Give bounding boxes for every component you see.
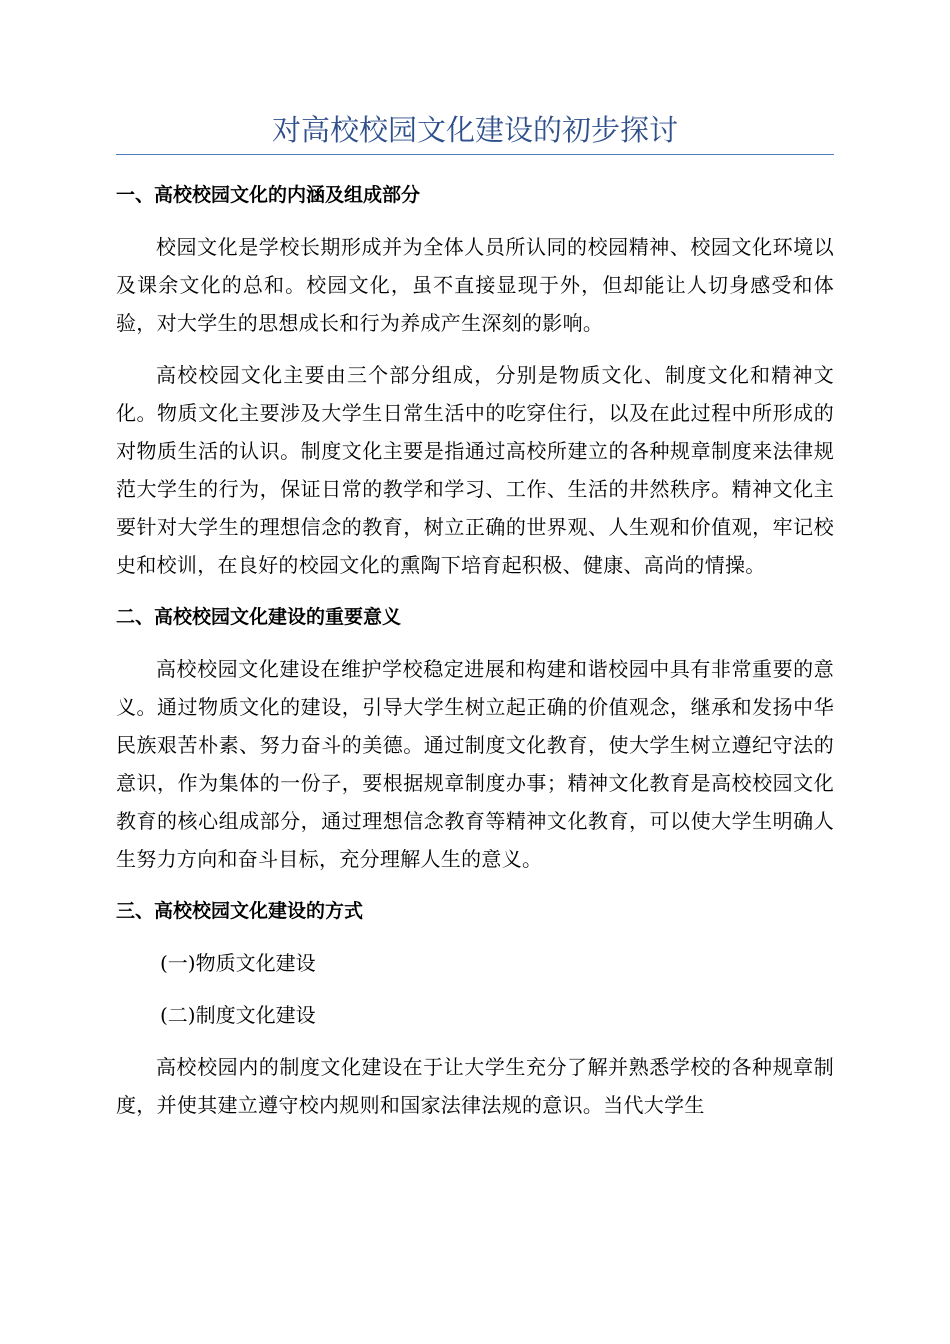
section-3-subheading-2: (二)制度文化建设 xyxy=(160,1003,316,1027)
section-3-heading: 三、高校校园文化建设的方式 xyxy=(116,900,364,922)
section-1-heading: 一、高校校园文化的内涵及组成部分 xyxy=(116,184,421,206)
section-3-paragraph-1: 高校校园内的制度文化建设在于让大学生充分了解并熟悉学校的各种规章制度，并使其建立遵守校内规则和国家法律法规的意识。当代大学生 xyxy=(116,1055,834,1117)
section-3-subheading-1: (一)物质文化建设 xyxy=(160,951,316,975)
section-2-paragraph-1: 高校校园文化建设在维护学校稳定进展和构建和谐校园中具有非常重要的意义。通过物质文化的建设，引导大学生树立起正确的价值观念，继承和发扬中华民族艰苦朴素、努力奋斗的美德。通过制度文化教育，使大学生树立遵纪守法的意识，作为集体的一份子，要根据规章制度办事；精神文化教育是高校校园文化教育的核心组成部分，通过理想信念教育等精神文化教育，可以使大学生明确人生努力方向和奋斗目标，充分理解人生的意义。 xyxy=(116,657,834,871)
section-1-paragraph-1: 校园文化是学校长期形成并为全体人员所认同的校园精神、校园文化环境以及课余文化的总和。校园文化，虽不直接显现于外，但却能让人切身感受和体验，对大学生的思想成长和行为养成产生深刻的影响。 xyxy=(116,235,834,335)
title-underline xyxy=(116,154,834,155)
document-title: 对高校校园文化建设的初步探讨 xyxy=(271,113,678,147)
document-body xyxy=(116,176,834,1138)
section-1-paragraph-2: 高校校园文化主要由三个部分组成，分别是物质文化、制度文化和精神文化。物质文化主要涉及大学生日常生活中的吃穿住行，以及在此过程中所形成的对物质生活的认识。制度文化主要是指通过高校所建立的各种规章制度来法律规范大学生的行为，保证日常的教学和学习、工作、生活的井然秩序。精神文化主要针对大学生的理想信念的教育，树立正确的世界观、人生观和价值观，牢记校史和校训，在良好的校园文化的熏陶下培育起积极、健康、高尚的情操。 xyxy=(116,363,834,577)
section-2-heading: 二、高校校园文化建设的重要意义 xyxy=(116,606,402,628)
